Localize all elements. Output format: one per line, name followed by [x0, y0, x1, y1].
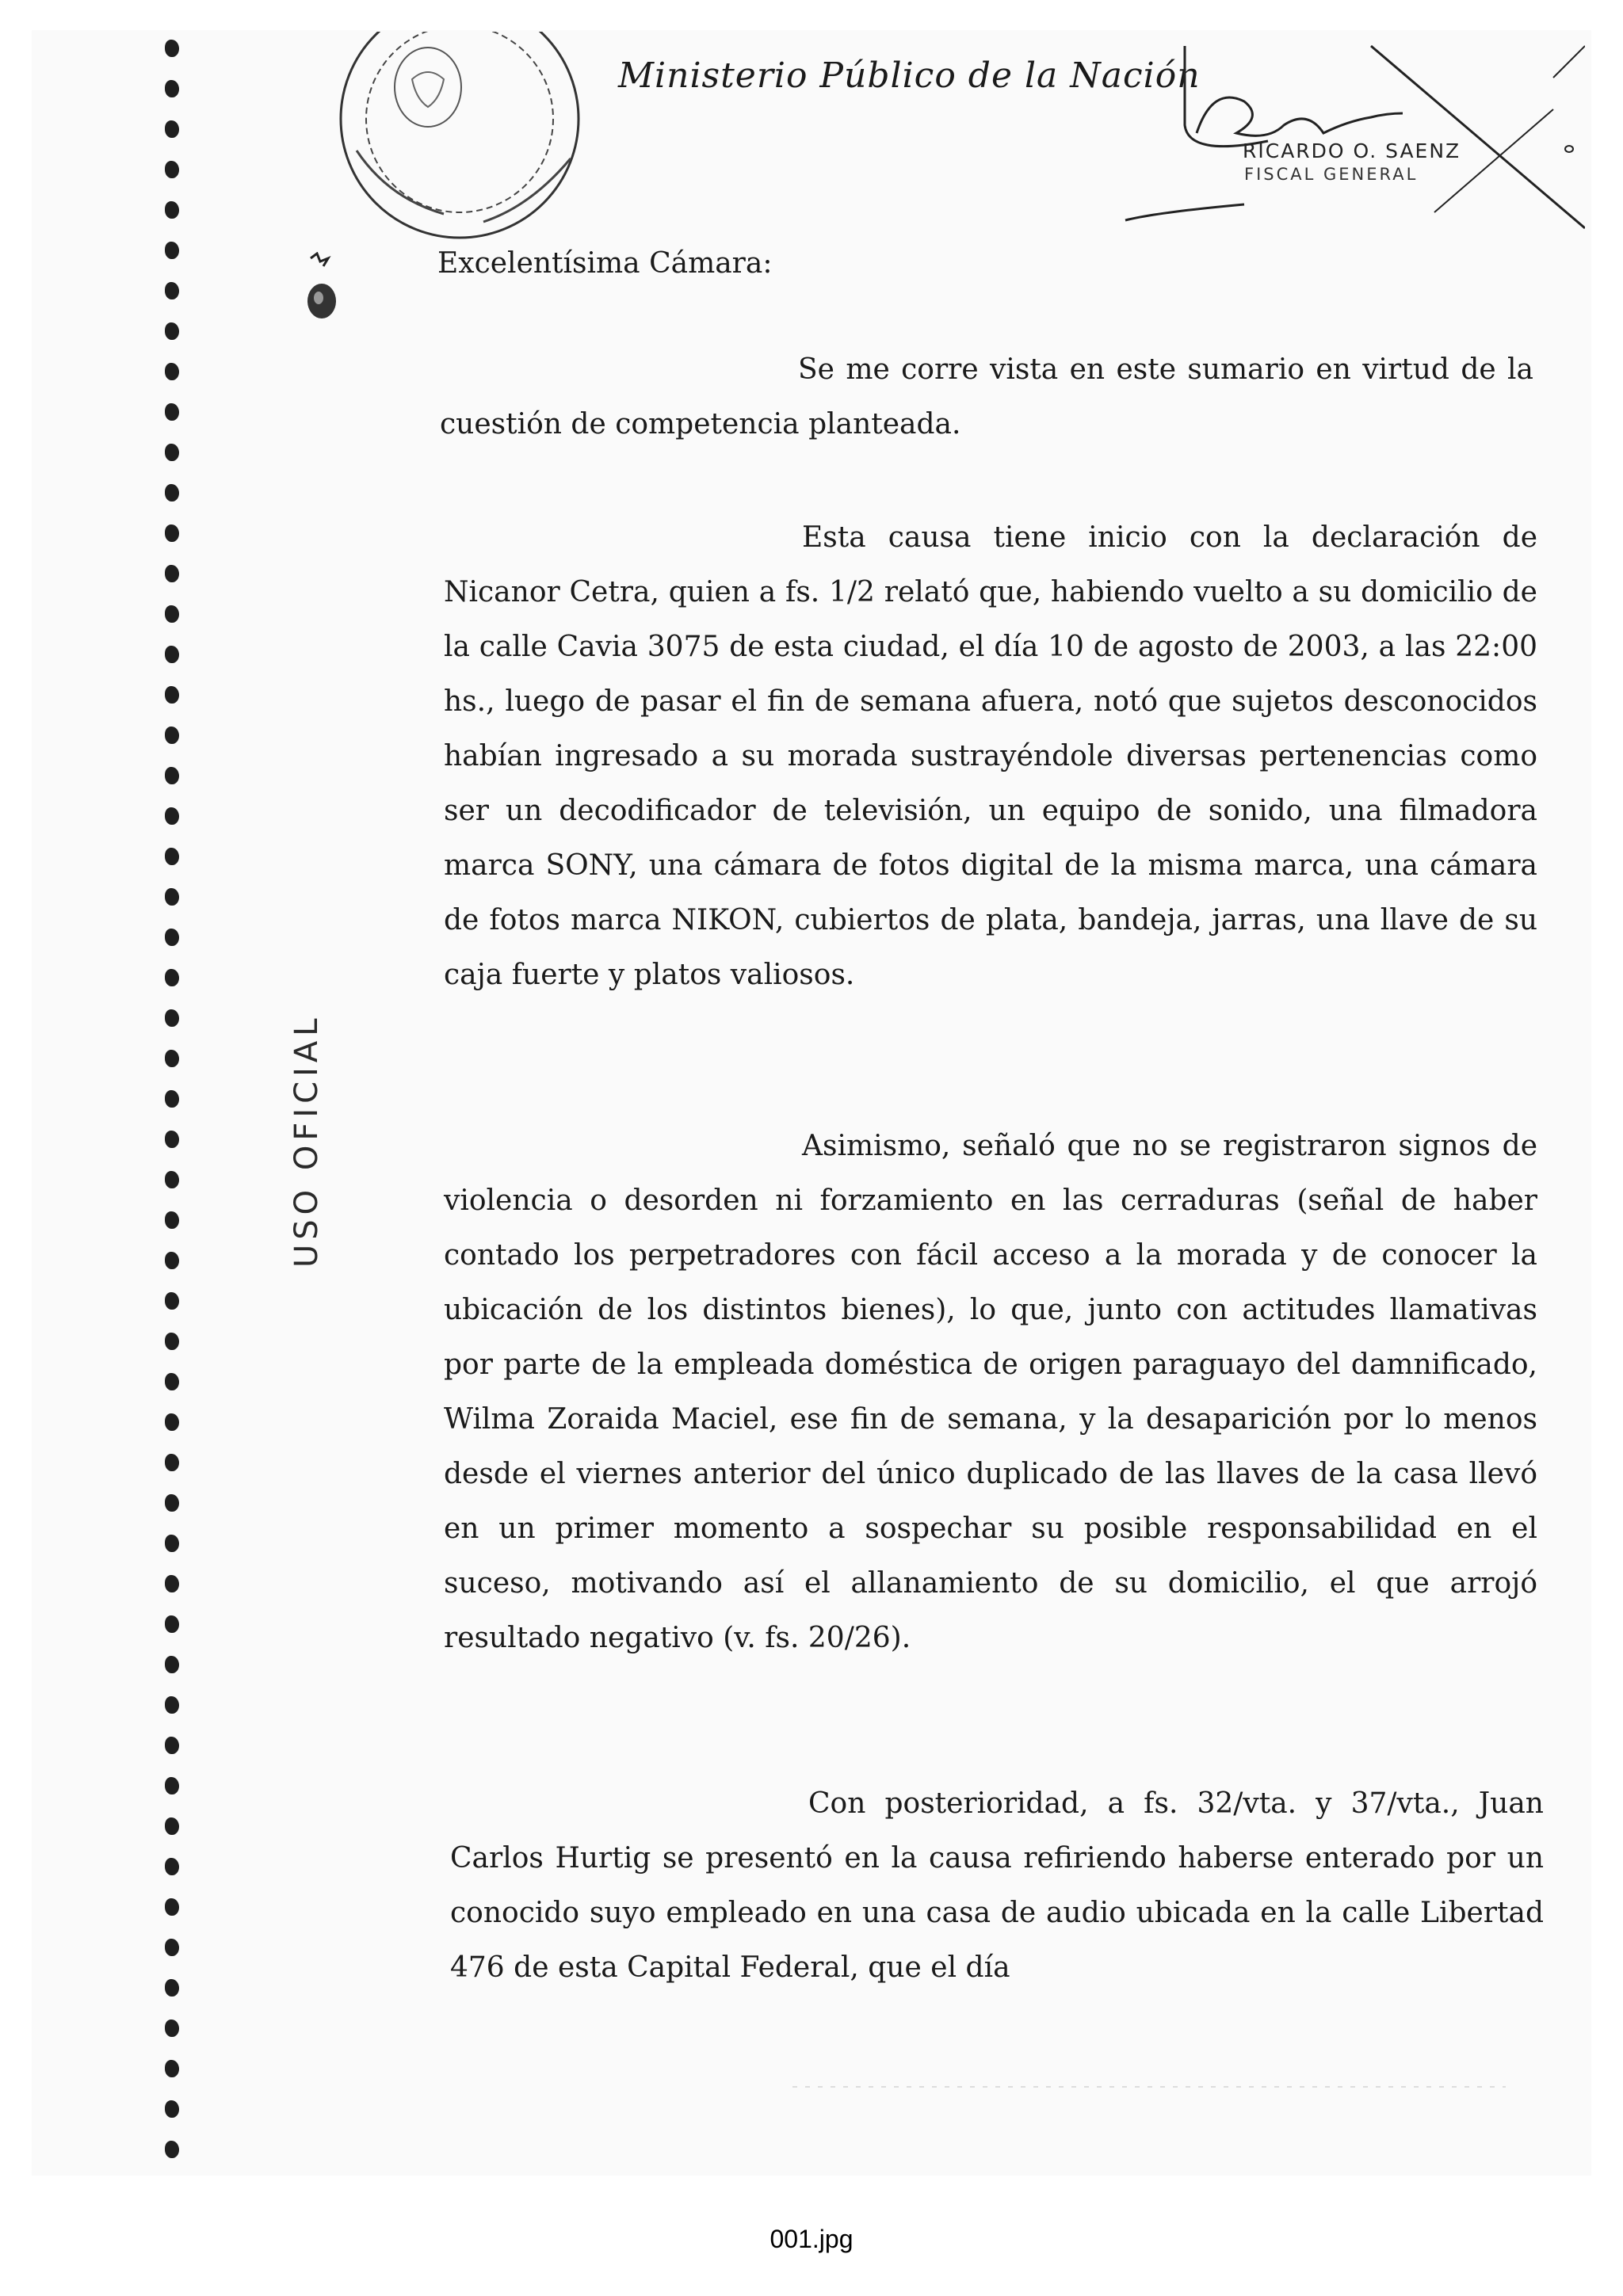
paragraph-4: Con posterioridad, a fs. 32/vta. y 37/vta., Juan Carlos Hurtig se presentó en la causa refiriendo haberse enterado por un conocido suyo empleado en una casa de audio ubicada en la calle Libertad 476 de esta Capital Federal, que el día [450, 1787, 1544, 1984]
binder-hole [165, 40, 179, 57]
binder-hole [165, 1454, 179, 1471]
binder-hole [165, 1333, 179, 1350]
binder-hole [165, 484, 179, 502]
binder-hole [165, 888, 179, 906]
binder-hole [165, 727, 179, 744]
binder-hole [165, 1090, 179, 1108]
paragraph-1: Se me corre vista en este sumario en virtud de la cuestión de competencia planteada. [440, 353, 1533, 441]
binder-hole [165, 1211, 179, 1229]
binder-hole [165, 1737, 179, 1754]
signature-title: FISCAL GENERAL [1244, 165, 1419, 184]
binder-hole [165, 444, 179, 461]
binder-hole [165, 1696, 179, 1714]
binder-hole [165, 1656, 179, 1673]
binder-hole [165, 403, 179, 421]
binder-hole [165, 242, 179, 259]
binder-hole [165, 1252, 179, 1269]
binder-hole [165, 565, 179, 582]
binder-hole [165, 1939, 179, 1956]
binder-hole [165, 282, 179, 299]
margin-handwritten-mark [295, 252, 346, 323]
binder-hole [165, 201, 179, 219]
paragraph-3: Asimismo, señaló que no se registraron signos de violencia o desorden ni forzamiento en las cerraduras (señal de haber contado los perpetradores con fácil acceso a la morada y de conocer la ubicación de los distintos bienes), lo que, junto con actitudes llamativas por parte de la empleada doméstica de origen paraguayo del damnificado, Wilma Zoraida Maciel, ese fin de semana, y la desaparición por lo menos desde el viernes anterior del único duplicado de las llaves de la casa llevó en un primer momento a sospechar su posible responsabilidad en el suceso, motivando así el allanamiento de su domicilio, el que arrojó resultado negativo (v. fs. 20/26). [444, 1130, 1537, 1654]
official-seal-stamp [333, 32, 594, 254]
binder-hole [165, 2100, 179, 2118]
binder-hole [165, 969, 179, 986]
uso-oficial-margin-label: USO OFICIAL [288, 1013, 325, 1268]
file-caption: 001.jpg [769, 2225, 854, 2253]
paragraph-2: Esta causa tiene inicio con la declaración de Nicanor Cetra, quien a fs. 1/2 relató que, habiendo vuelto a su domicilio de la calle Cavia 3075 de esta ciudad, el día 10 de agosto de 2003, a las 22:00 hs., luego de pasar el fin de semana afuera, notó que sujetos desconocidos habían ingresado a su morada sustrayéndole diversas pertenencias como ser un decodificador de televisión, un equipo de sonido, una filmadora marca SONY, una cámara de fotos digital de la misma marca, una cámara de fotos marca NIKON, cubiertos de plata, bandeja, jarras, una llave de su caja fuerte y platos valiosos. [444, 521, 1537, 991]
binder-hole [165, 848, 179, 865]
binder-hole [165, 524, 179, 542]
binder-hole [165, 1979, 179, 1997]
binder-hole [165, 646, 179, 663]
binder-hole [165, 1817, 179, 1835]
binder-hole [165, 1171, 179, 1188]
binder-hole [165, 1413, 179, 1431]
binder-hole [165, 929, 179, 946]
binder-hole [165, 120, 179, 138]
binder-holes [157, 32, 189, 2171]
binder-hole [165, 605, 179, 623]
letterhead: Ministerio Público de la Nación [618, 55, 1201, 96]
binder-hole [165, 1777, 179, 1794]
binder-hole [165, 807, 179, 825]
binder-hole [165, 1373, 179, 1390]
binder-hole [165, 363, 179, 380]
binder-hole [165, 686, 179, 704]
salutation: Excelentísima Cámara: [437, 247, 773, 280]
binder-hole [165, 322, 179, 340]
binder-hole [165, 80, 179, 97]
binder-hole [165, 1292, 179, 1310]
binder-hole [165, 1009, 179, 1027]
binder-hole [165, 2019, 179, 2037]
binder-hole [165, 1858, 179, 1875]
binder-hole [165, 161, 179, 178]
signature-name: RICARDO O. SAENZ [1243, 139, 1461, 162]
scan-bleedthrough-noise [792, 2076, 1506, 2100]
handwritten-signature [1109, 30, 1585, 244]
binder-hole [165, 2141, 179, 2158]
binder-hole [165, 767, 179, 784]
binder-hole [165, 1131, 179, 1148]
binder-hole [165, 1575, 179, 1592]
binder-hole [165, 1615, 179, 1633]
binder-hole [165, 2060, 179, 2077]
binder-hole [165, 1535, 179, 1552]
binder-hole [165, 1050, 179, 1067]
binder-hole [165, 1898, 179, 1916]
binder-hole [165, 1494, 179, 1512]
